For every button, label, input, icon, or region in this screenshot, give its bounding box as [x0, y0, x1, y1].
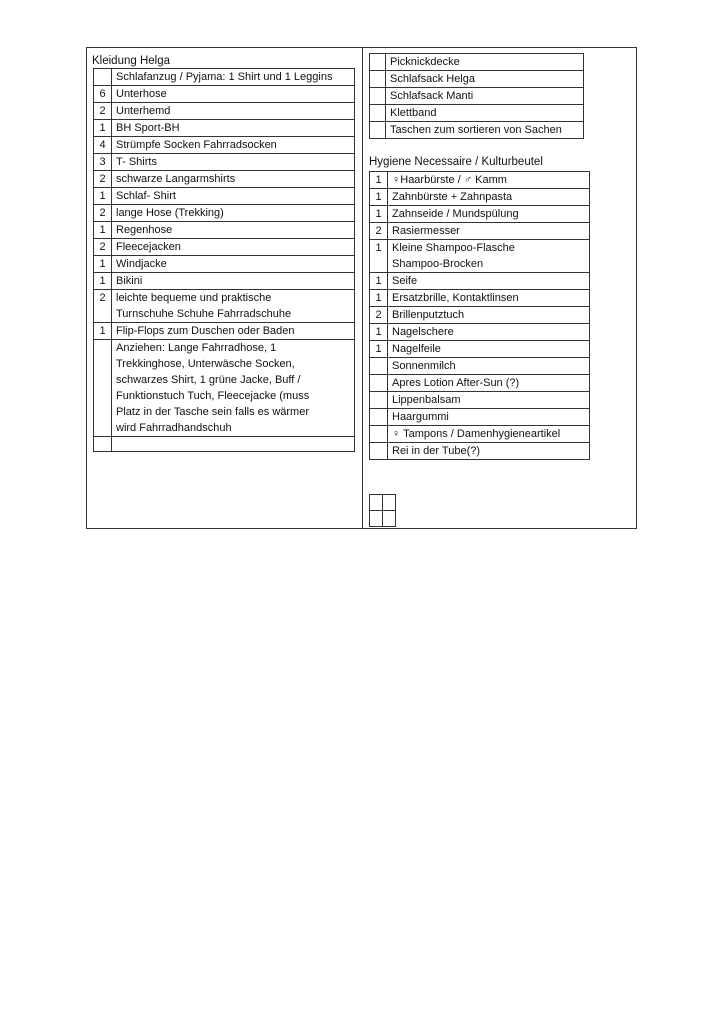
item-text: Apres Lotion After-Sun (?): [388, 375, 590, 392]
item-quantity: 2: [94, 239, 112, 256]
item-quantity: 1: [94, 188, 112, 205]
item-text: ♀ Tampons / Damenhygieneartikel: [388, 426, 590, 443]
grid-cell: [383, 511, 396, 527]
item-text: Schlafsack Manti: [386, 88, 584, 105]
item-text: Strümpfe Socken Fahrradsocken: [112, 137, 355, 154]
list-item: [94, 86, 355, 103]
item-text: Nagelfeile: [388, 341, 590, 358]
item-text: T- Shirts: [112, 154, 355, 171]
item-quantity: 2: [94, 205, 112, 222]
item-text: Zahnseide / Mundspülung: [388, 206, 590, 223]
item-text: Nagelschere: [388, 324, 590, 341]
item-quantity: 6: [94, 86, 112, 103]
item-quantity: [94, 69, 112, 86]
list-item: [370, 392, 590, 409]
item-quantity: 2: [94, 171, 112, 188]
list-item: [370, 324, 590, 341]
item-text: Ersatzbrille, Kontaktlinsen: [388, 290, 590, 307]
item-quantity: 2: [370, 307, 388, 324]
empty-grid: [369, 494, 396, 527]
item-text: Schlaf- Shirt: [112, 188, 355, 205]
list-item: [370, 273, 590, 290]
item-quantity: 1: [370, 324, 388, 341]
gear-table: [369, 53, 584, 139]
item-quantity: 1: [370, 240, 388, 273]
list-item: [370, 88, 584, 105]
item-quantity: 1: [94, 273, 112, 290]
item-quantity: [370, 71, 386, 88]
list-item: [370, 341, 590, 358]
list-item: [370, 426, 590, 443]
item-quantity: 1: [94, 256, 112, 273]
list-item: [370, 189, 590, 206]
item-quantity: [370, 122, 386, 139]
list-item: [370, 240, 590, 273]
list-item: [370, 307, 590, 324]
item-quantity: 1: [370, 341, 388, 358]
list-item: [370, 290, 590, 307]
list-item: [94, 273, 355, 290]
item-quantity: 2: [370, 223, 388, 240]
grid-cell: [370, 511, 383, 527]
item-text: Rei in der Tube(?): [388, 443, 590, 460]
column-divider: [362, 47, 363, 529]
item-text: Brillenputztuch: [388, 307, 590, 324]
item-text: [112, 437, 355, 452]
item-text: Lippenbalsam: [388, 392, 590, 409]
list-item: [94, 188, 355, 205]
item-text: Sonnenmilch: [388, 358, 590, 375]
grid-cell: [383, 495, 396, 511]
item-quantity: [370, 54, 386, 71]
list-item: [94, 154, 355, 171]
item-quantity: 1: [370, 206, 388, 223]
grid-cell: [370, 495, 383, 511]
item-text: Bikini: [112, 273, 355, 290]
item-text: Unterhose: [112, 86, 355, 103]
list-item: [94, 120, 355, 137]
item-quantity: 1: [370, 189, 388, 206]
hygiene-table: [369, 171, 590, 460]
list-item: [94, 437, 355, 452]
item-text: Zahnbürste + Zahnpasta: [388, 189, 590, 206]
item-text: Seife: [388, 273, 590, 290]
item-quantity: 2: [94, 103, 112, 120]
item-quantity: [370, 443, 388, 460]
list-item: [94, 103, 355, 120]
item-quantity: [370, 358, 388, 375]
list-item: [370, 54, 584, 71]
item-text: Fleecejacken: [112, 239, 355, 256]
item-quantity: 3: [94, 154, 112, 171]
item-quantity: [370, 409, 388, 426]
item-quantity: 1: [370, 273, 388, 290]
list-item: [94, 290, 355, 323]
list-item: [94, 69, 355, 86]
item-quantity: [370, 375, 388, 392]
item-quantity: 1: [370, 290, 388, 307]
item-quantity: 1: [94, 120, 112, 137]
item-text: Picknickdecke: [386, 54, 584, 71]
item-text: Kleine Shampoo-Flasche Shampoo-Brocken: [388, 240, 590, 273]
item-text: ♀Haarbürste / ♂ Kamm: [388, 172, 590, 189]
item-text: Schlafanzug / Pyjama: 1 Shirt und 1 Leggins: [112, 69, 355, 86]
item-text: Flip-Flops zum Duschen oder Baden: [112, 323, 355, 340]
item-text: Rasiermesser: [388, 223, 590, 240]
item-text: Windjacke: [112, 256, 355, 273]
item-text: Regenhose: [112, 222, 355, 239]
list-item: [94, 205, 355, 222]
list-item: [370, 206, 590, 223]
list-item: [370, 358, 590, 375]
list-item: [370, 105, 584, 122]
item-quantity: [370, 426, 388, 443]
list-item: [370, 443, 590, 460]
item-quantity: [370, 88, 386, 105]
section-title-hygiene: Hygiene Necessaire / Kulturbeutel: [369, 156, 543, 168]
item-quantity: [370, 392, 388, 409]
item-quantity: 4: [94, 137, 112, 154]
item-text: Haargummi: [388, 409, 590, 426]
list-item: [94, 137, 355, 154]
item-text: leichte bequeme und praktische Turnschuhe Schuhe Fahrradschuhe: [112, 290, 355, 323]
list-item: [94, 171, 355, 188]
item-text: Anziehen: Lange Fahrradhose, 1 Trekkinghose, Unterwäsche Socken, schwarzes Shirt, 1 grüne Jacke, Buff / Funktionstuch Tuch, Fleecejacke (muss Platz in der Tasche sein falls es wärmer wird Fahrradhandschuh: [112, 340, 355, 437]
item-quantity: 1: [370, 172, 388, 189]
list-item: [370, 223, 590, 240]
list-item: [94, 323, 355, 340]
item-quantity: [94, 437, 112, 452]
item-quantity: [370, 105, 386, 122]
list-item: [370, 172, 590, 189]
item-text: Taschen zum sortieren von Sachen: [386, 122, 584, 139]
list-item: [94, 222, 355, 239]
list-item: [370, 409, 590, 426]
item-quantity: [94, 340, 112, 437]
item-text: Schlafsack Helga: [386, 71, 584, 88]
item-text: Klettband: [386, 105, 584, 122]
item-quantity: 1: [94, 323, 112, 340]
item-text: schwarze Langarmshirts: [112, 171, 355, 188]
list-item: [370, 71, 584, 88]
clothing-table: [93, 68, 355, 452]
item-text: BH Sport-BH: [112, 120, 355, 137]
list-item: [94, 256, 355, 273]
section-title-kleidung: Kleidung Helga: [92, 55, 171, 67]
item-text: lange Hose (Trekking): [112, 205, 355, 222]
item-text: Unterhemd: [112, 103, 355, 120]
item-quantity: 2: [94, 290, 112, 323]
item-quantity: 1: [94, 222, 112, 239]
list-item: [370, 122, 584, 139]
list-item: [94, 340, 355, 437]
list-item: [370, 375, 590, 392]
list-item: [94, 239, 355, 256]
